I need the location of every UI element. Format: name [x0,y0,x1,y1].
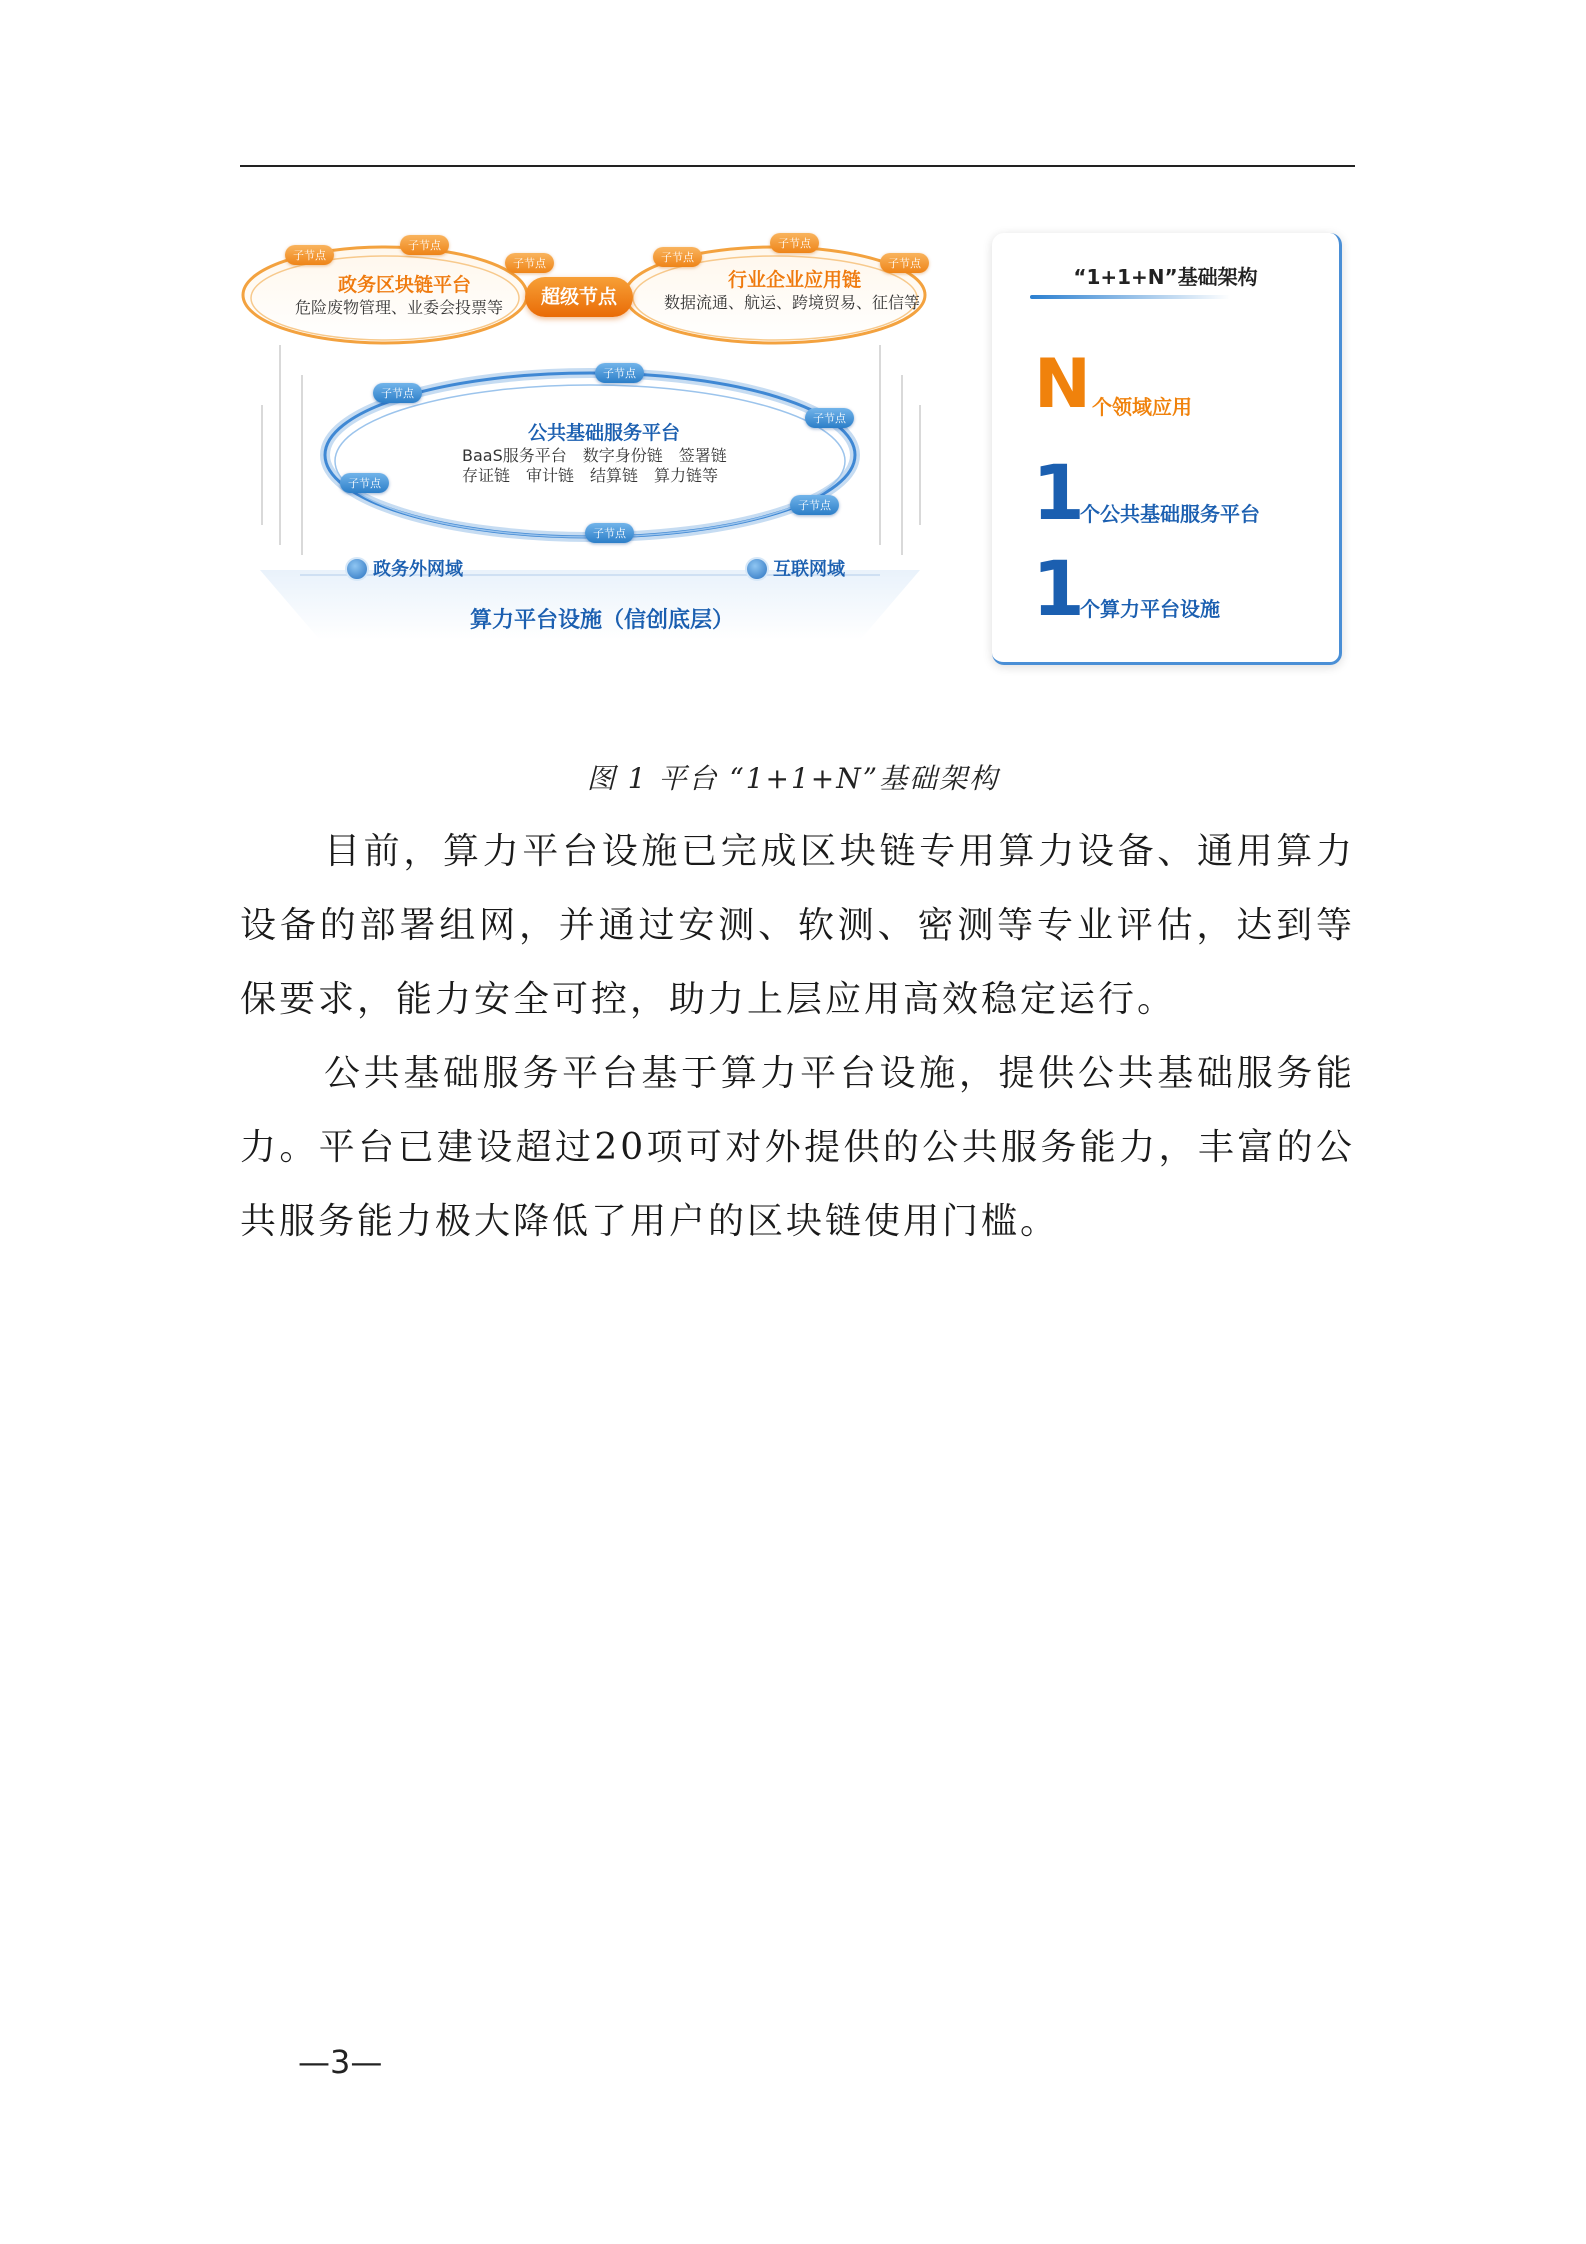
architecture-summary-card [992,233,1342,665]
sub-node: 子节点 [880,253,929,273]
sub-node: 子节点 [653,247,702,267]
one-number-platform: 1 [1032,448,1085,537]
sub-node: 子节点 [585,523,634,543]
n-label: 个领域应用 [1092,395,1192,419]
architecture-diagram [240,225,940,670]
n-number: N [1034,345,1091,424]
sub-node: 子节点 [340,473,389,493]
base-label: 算力平台设施（信创底层） [470,608,735,633]
sub-node: 子节点 [790,495,839,515]
one-number-infra: 1 [1032,544,1085,633]
page-number: —3— [298,2043,383,2081]
sub-node: 子节点 [595,363,644,383]
card-title-underline [1030,295,1230,299]
industry-chain-title: 行业企业应用链 [728,269,862,291]
gov-platform-title: 政务区块链平台 [338,274,472,296]
architecture-figure [240,225,1355,670]
sub-node: 子节点 [400,235,449,255]
gov-extranet-label: 政务外网域 [373,559,463,580]
sub-node: 子节点 [805,408,854,428]
public-platform-line1: BaaS服务平台 数字身份链 签署链 [462,446,727,465]
globe-icon [345,557,369,581]
public-platform-line2: 存证链 审计链 结算链 算力链等 [462,466,719,485]
gov-extranet-domain [345,555,463,581]
sub-node: 子节点 [373,383,422,403]
card-title: “1+1+N”基础架构 [1073,265,1258,289]
industry-chain-desc: 数据流通、航运、跨境贸易、征信等 [664,293,921,312]
internet-domain [745,555,845,581]
internet-label: 互联网域 [773,559,845,580]
platform-label: 个公共基础服务平台 [1080,502,1260,526]
super-node: 超级节点 [525,277,633,317]
paragraph: 目前，算力平台设施已完成区块链专用算力设备、通用算力设备的部署组网，并通过安测、软测、密测等专业评估，达到等保要求，能力安全可控，助力上层应用高效稳定运行。 [240,831,1355,1020]
sub-node: 子节点 [505,253,554,273]
sub-node: 子节点 [770,233,819,253]
gov-platform-desc: 危险废物管理、业委会投票等 [295,298,504,317]
sub-node: 子节点 [285,245,334,265]
figure-caption: 图 1 平台 “1+1+N”基础架构 [586,762,1000,795]
globe-icon [745,557,769,581]
public-platform-title: 公共基础服务平台 [528,422,681,444]
infra-label: 个算力平台设施 [1080,597,1220,621]
paragraph: 公共基础服务平台基于算力平台设施，提供公共基础服务能力。平台已建设超过20项可对外提供的公共服务能力，丰富的公共服务能力极大降低了用户的区块链使用门槛。 [240,1053,1355,1242]
header-rule [240,165,1355,167]
